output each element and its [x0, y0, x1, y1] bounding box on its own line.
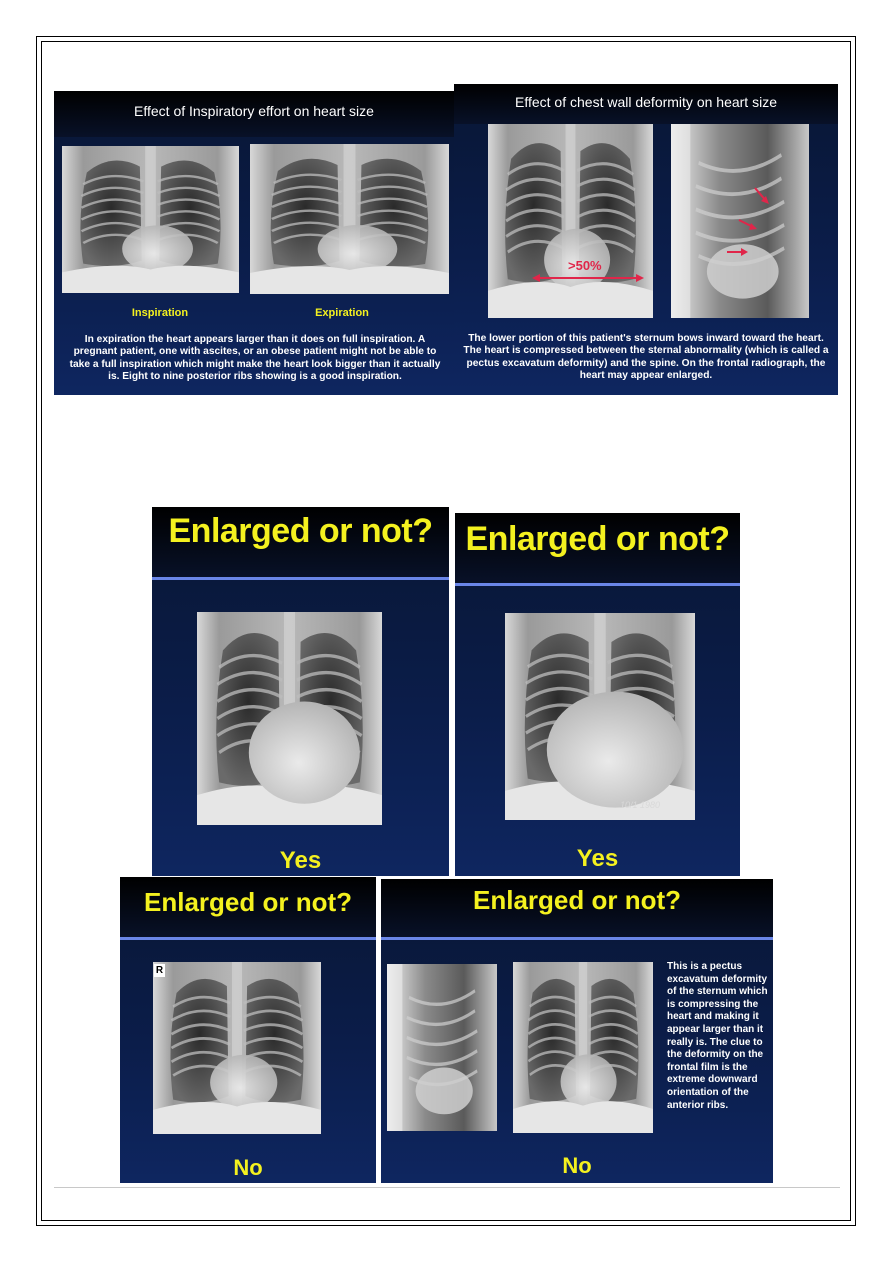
slide-enlarged-no-1 [120, 877, 376, 1183]
title-divider [152, 577, 449, 580]
xray-frontal-pectus [513, 962, 653, 1133]
slide-title: Enlarged or not? [473, 885, 681, 915]
slide-enlarged-no-pectus [381, 879, 773, 1183]
explanation-text: This is a pectus excavatum deformity of the sternum which is compressing the heart and making it appear larger than it really is. The clue to the deformity on the frontal film is the extreme downward orientation of the anterior ribs. [667, 961, 768, 1111]
slide-enlarged-yes-2 [455, 513, 740, 876]
title-divider [381, 937, 773, 940]
caption-inspiration: Inspiration [131, 307, 189, 319]
xray-lateral-pectus [671, 124, 809, 318]
xray-inspiration [62, 146, 239, 293]
xray-enlarged-heart [505, 613, 695, 820]
xray-enlarged-heart [197, 612, 382, 825]
caption-expiration: Expiration [315, 307, 369, 319]
slide-body-text: In expiration the heart appears larger than it does on full inspiration. A pregnant patient, one with ascites, or an obese patient might not be able to take a full inspiration which might make the heart look bigger than it actually is. Eight to nine posterior ribs showing is a good inspiration. [69, 334, 441, 383]
xray-frontal-pectus [488, 124, 653, 318]
slide-title: Enlarged or not? [465, 520, 730, 558]
slide-title: Effect of Inspiratory effort on heart size [134, 103, 374, 119]
title-divider [455, 583, 740, 586]
slide-body-text: The lower portion of this patient's sternum bows inward toward the heart. The heart is compressed between the sternal abnormality (which is called a pectus excavatum deformity) and the spine. On the frontal radiograph, the heart may appear enlarged. [463, 333, 829, 382]
slide-title: Effect of chest wall deformity on heart size [515, 94, 777, 110]
slide-title: Enlarged or not? [168, 512, 433, 550]
answer-label: No [562, 1153, 592, 1178]
xray-lateral-pectus [387, 964, 497, 1131]
film-annotation: 10/1 1980 [620, 800, 661, 810]
annotation-ratio: >50% [568, 258, 602, 273]
slide-chest-wall-deformity [454, 84, 838, 395]
answer-label: Yes [279, 847, 322, 874]
slide-title: Enlarged or not? [144, 887, 352, 917]
xray-normal-heart [153, 962, 321, 1134]
xray-expiration [250, 144, 449, 294]
slide-inspiratory-effort [54, 91, 454, 395]
film-marker-right: R [155, 965, 164, 976]
answer-label: Yes [576, 845, 619, 872]
slide-enlarged-yes-1 [152, 507, 449, 876]
answer-label: No [233, 1155, 263, 1180]
title-divider [120, 937, 376, 940]
footer-divider [54, 1187, 840, 1188]
